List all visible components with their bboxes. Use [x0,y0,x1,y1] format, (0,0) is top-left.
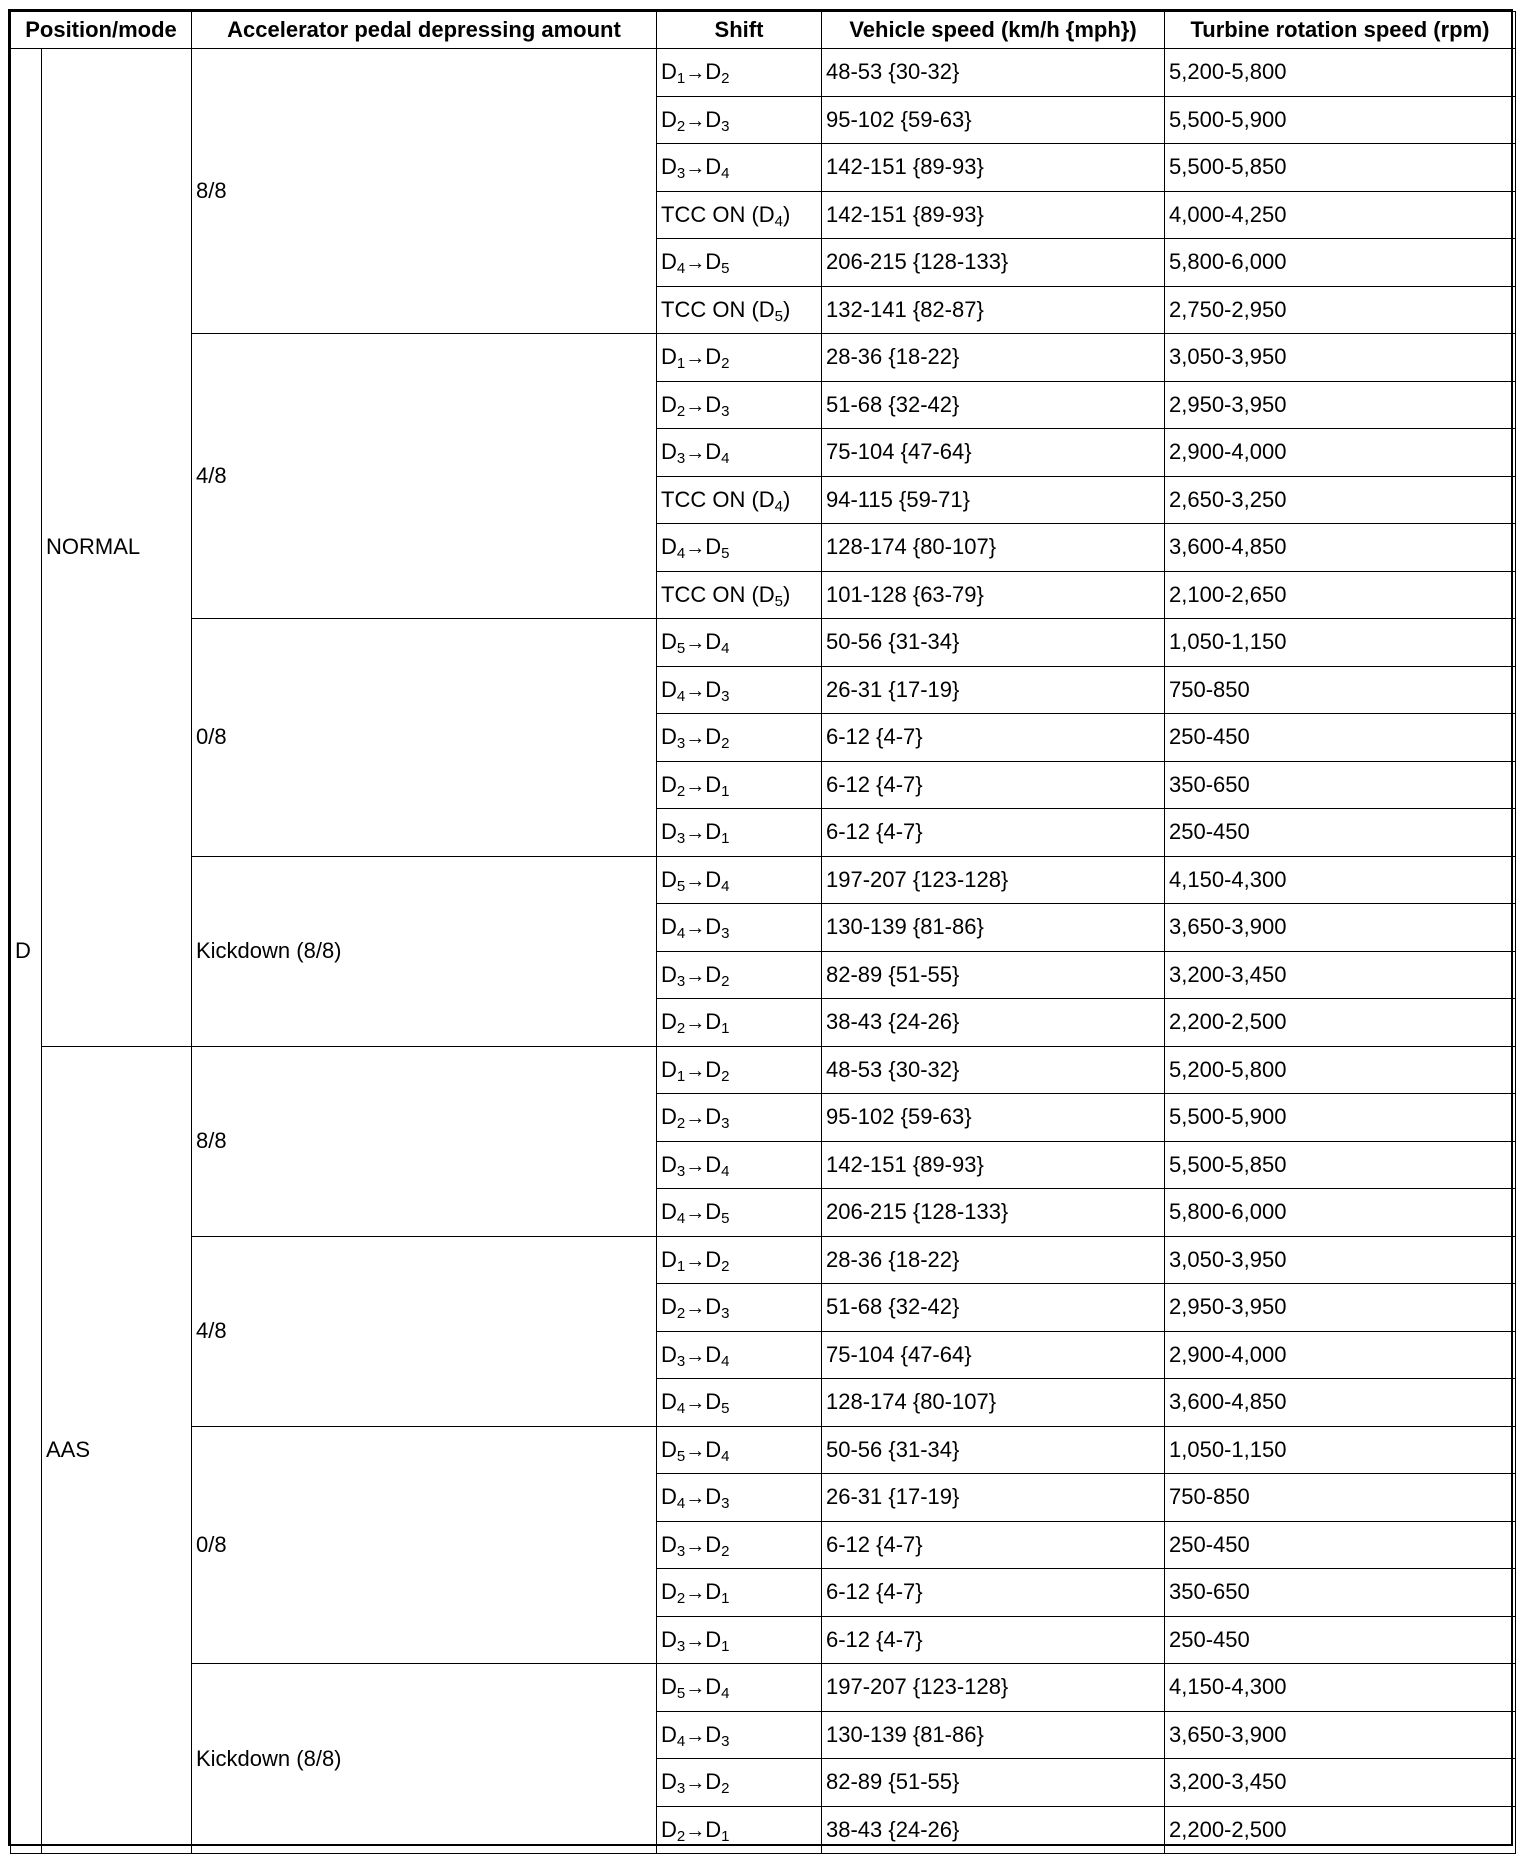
vehicle-speed-cell: 130-139 {81-86} [822,904,1165,952]
turbine-speed-cell: 2,950-3,950 [1165,381,1516,429]
shift-cell [657,1141,822,1189]
turbine-speed-cell: 1,050-1,150 [1165,619,1516,667]
position-cell: D [11,49,42,1854]
vehicle-speed-cell: 197-207 {123-128} [822,1664,1165,1712]
turbine-speed-cell: 250-450 [1165,714,1516,762]
turbine-speed-cell: 5,800-6,000 [1165,239,1516,287]
vehicle-speed-cell: 26-31 {17-19} [822,666,1165,714]
shift-cell [657,1759,822,1807]
shift-label: TCC ON $(D_4)$ [661,201,791,230]
header-vehicle-speed: Vehicle speed (km/h {mph}) [822,12,1165,49]
turbine-speed-cell: 3,050-3,950 [1165,1236,1516,1284]
shift-label: $D_3\to D_4$ [661,154,730,183]
turbine-speed-cell: 2,950-3,950 [1165,1284,1516,1332]
shift-label: $D_5\to D_4$ [661,866,730,895]
vehicle-speed-cell: 142-151 {89-93} [822,1141,1165,1189]
shift-cell [657,1379,822,1427]
turbine-speed-cell: 2,200-2,500 [1165,999,1516,1047]
turbine-speed-cell: 350-650 [1165,761,1516,809]
vehicle-speed-cell: 75-104 {47-64} [822,429,1165,477]
turbine-speed-cell: 5,200-5,800 [1165,49,1516,97]
shift-cell [657,49,822,97]
vehicle-speed-cell: 206-215 {128-133} [822,239,1165,287]
shift-cell [657,191,822,239]
mode-cell: AAS [42,1046,192,1854]
turbine-speed-cell: 2,200-2,500 [1165,1806,1516,1854]
pedal-cell: 4/8 [192,334,657,619]
turbine-speed-cell: 750-850 [1165,666,1516,714]
shift-label: $D_2\to D_1$ [661,1816,730,1845]
vehicle-speed-cell: 101-128 {63-79} [822,571,1165,619]
turbine-speed-cell: 2,650-3,250 [1165,476,1516,524]
vehicle-speed-cell: 48-53 {30-32} [822,1046,1165,1094]
vehicle-speed-cell: 6-12 {4-7} [822,714,1165,762]
turbine-speed-cell: 5,800-6,000 [1165,1189,1516,1237]
vehicle-speed-cell: 6-12 {4-7} [822,809,1165,857]
turbine-speed-cell: 3,200-3,450 [1165,951,1516,999]
turbine-speed-cell: 4,150-4,300 [1165,1664,1516,1712]
table-row [11,856,1516,904]
turbine-speed-cell: 5,500-5,900 [1165,1094,1516,1142]
shift-cell [657,1094,822,1142]
shift-cell [657,1331,822,1379]
pedal-cell: 8/8 [192,1046,657,1236]
pedal-cell: 4/8 [192,1236,657,1426]
turbine-speed-cell: 4,150-4,300 [1165,856,1516,904]
vehicle-speed-cell: 6-12 {4-7} [822,761,1165,809]
vehicle-speed-cell: 197-207 {123-128} [822,856,1165,904]
turbine-speed-cell: 3,200-3,450 [1165,1759,1516,1807]
vehicle-speed-cell: 26-31 {17-19} [822,1474,1165,1522]
turbine-speed-cell: 750-850 [1165,1474,1516,1522]
shift-label: TCC ON $(D_5)$ [661,296,791,325]
turbine-speed-cell: 1,050-1,150 [1165,1426,1516,1474]
shift-cell [657,96,822,144]
shift-label: $D_5\to D_4$ [661,1674,730,1703]
shift-label: $D_3\to D_1$ [661,1626,730,1655]
turbine-speed-cell: 3,650-3,900 [1165,904,1516,952]
shift-label: $D_2\to D_3$ [661,391,730,420]
shift-label: $D_5\to D_4$ [661,629,730,658]
shift-label: TCC ON $(D_5)$ [661,581,791,610]
vehicle-speed-cell: 95-102 {59-63} [822,1094,1165,1142]
shift-cell [657,1189,822,1237]
shift-label: $D_3\to D_2$ [661,1531,730,1560]
vehicle-speed-cell: 6-12 {4-7} [822,1569,1165,1617]
shift-cell [657,571,822,619]
shift-cell [657,809,822,857]
turbine-speed-cell: 2,750-2,950 [1165,286,1516,334]
turbine-speed-cell: 2,900-4,000 [1165,1331,1516,1379]
shift-cell [657,1664,822,1712]
shift-cell [657,1046,822,1094]
vehicle-speed-cell: 94-115 {59-71} [822,476,1165,524]
turbine-speed-cell: 4,000-4,250 [1165,191,1516,239]
shift-label: $D_4\to D_3$ [661,914,730,943]
shift-label: $D_5\to D_4$ [661,1436,730,1465]
vehicle-speed-cell: 50-56 {31-34} [822,1426,1165,1474]
vehicle-speed-cell: 82-89 {51-55} [822,1759,1165,1807]
vehicle-speed-cell: 142-151 {89-93} [822,144,1165,192]
shift-point-table-frame [8,9,1513,1846]
shift-cell [657,666,822,714]
shift-label: $D_1\to D_2$ [661,59,730,88]
shift-point-table [10,11,1516,1854]
shift-label: $D_2\to D_1$ [661,1579,730,1608]
shift-label: $D_1\to D_2$ [661,1246,730,1275]
shift-label: $D_3\to D_1$ [661,819,730,848]
turbine-speed-cell: 3,650-3,900 [1165,1711,1516,1759]
vehicle-speed-cell: 75-104 {47-64} [822,1331,1165,1379]
turbine-speed-cell: 3,050-3,950 [1165,334,1516,382]
shift-cell [657,524,822,572]
shift-label: $D_4\to D_3$ [661,1721,730,1750]
vehicle-speed-cell: 28-36 {18-22} [822,334,1165,382]
shift-label: $D_4\to D_5$ [661,1389,730,1418]
turbine-speed-cell: 250-450 [1165,809,1516,857]
vehicle-speed-cell: 132-141 {82-87} [822,286,1165,334]
shift-label: $D_3\to D_2$ [661,1769,730,1798]
vehicle-speed-cell: 142-151 {89-93} [822,191,1165,239]
pedal-cell: Kickdown (8/8) [192,1664,657,1854]
shift-cell [657,951,822,999]
turbine-speed-cell: 5,500-5,850 [1165,1141,1516,1189]
shift-cell [657,904,822,952]
shift-label: $D_4\to D_3$ [661,1484,730,1513]
header-shift: Shift [657,12,822,49]
turbine-speed-cell: 2,100-2,650 [1165,571,1516,619]
table-row [11,334,1516,382]
vehicle-speed-cell: 128-174 {80-107} [822,524,1165,572]
vehicle-speed-cell: 95-102 {59-63} [822,96,1165,144]
vehicle-speed-cell: 51-68 {32-42} [822,381,1165,429]
shift-cell [657,144,822,192]
header-position-mode: Position/mode [11,12,192,49]
shift-cell [657,1236,822,1284]
vehicle-speed-cell: 28-36 {18-22} [822,1236,1165,1284]
pedal-cell: 0/8 [192,619,657,857]
turbine-speed-cell: 5,500-5,850 [1165,144,1516,192]
table-row [11,1236,1516,1284]
vehicle-speed-cell: 38-43 {24-26} [822,1806,1165,1854]
shift-label: $D_1\to D_2$ [661,344,730,373]
header-turbine-speed: Turbine rotation speed (rpm) [1165,12,1516,49]
shift-cell [657,1426,822,1474]
pedal-cell: 0/8 [192,1426,657,1664]
shift-label: $D_2\to D_3$ [661,1294,730,1323]
shift-cell [657,286,822,334]
shift-label: $D_3\to D_4$ [661,1151,730,1180]
table-row [11,1664,1516,1712]
vehicle-speed-cell: 6-12 {4-7} [822,1616,1165,1664]
turbine-speed-cell: 250-450 [1165,1521,1516,1569]
shift-label: $D_4\to D_3$ [661,676,730,705]
shift-cell [657,856,822,904]
vehicle-speed-cell: 130-139 {81-86} [822,1711,1165,1759]
vehicle-speed-cell: 6-12 {4-7} [822,1521,1165,1569]
header-pedal: Accelerator pedal depressing amount [192,12,657,49]
shift-label: $D_3\to D_2$ [661,724,730,753]
shift-label: $D_4\to D_5$ [661,1199,730,1228]
vehicle-speed-cell: 206-215 {128-133} [822,1189,1165,1237]
table-row [11,619,1516,667]
shift-cell [657,476,822,524]
shift-label: $D_2\to D_1$ [661,771,730,800]
shift-cell [657,1569,822,1617]
table-body [11,49,1516,1854]
shift-label: $D_3\to D_4$ [661,1341,730,1370]
turbine-speed-cell: 3,600-4,850 [1165,1379,1516,1427]
vehicle-speed-cell: 48-53 {30-32} [822,49,1165,97]
shift-label: $D_2\to D_3$ [661,1104,730,1133]
shift-cell [657,1616,822,1664]
vehicle-speed-cell: 128-174 {80-107} [822,1379,1165,1427]
shift-cell [657,1474,822,1522]
shift-label: TCC ON $(D_4)$ [661,486,791,515]
turbine-speed-cell: 3,600-4,850 [1165,524,1516,572]
turbine-speed-cell: 250-450 [1165,1616,1516,1664]
shift-label: $D_1\to D_2$ [661,1056,730,1085]
vehicle-speed-cell: 82-89 {51-55} [822,951,1165,999]
shift-cell [657,429,822,477]
shift-cell [657,619,822,667]
vehicle-speed-cell: 51-68 {32-42} [822,1284,1165,1332]
shift-cell [657,1521,822,1569]
turbine-speed-cell: 5,200-5,800 [1165,1046,1516,1094]
turbine-speed-cell: 5,500-5,900 [1165,96,1516,144]
turbine-speed-cell: 2,900-4,000 [1165,429,1516,477]
table-row [11,49,1516,97]
shift-cell [657,1711,822,1759]
shift-label: $D_4\to D_5$ [661,534,730,563]
shift-cell [657,714,822,762]
shift-label: $D_2\to D_3$ [661,106,730,135]
mode-cell: NORMAL [42,49,192,1047]
pedal-cell: Kickdown (8/8) [192,856,657,1046]
vehicle-speed-cell: 50-56 {31-34} [822,619,1165,667]
shift-cell [657,761,822,809]
pedal-cell: 8/8 [192,49,657,334]
shift-cell [657,1284,822,1332]
shift-cell [657,1806,822,1854]
vehicle-speed-cell: 38-43 {24-26} [822,999,1165,1047]
table-row [11,1426,1516,1474]
shift-label: $D_4\to D_5$ [661,249,730,278]
shift-cell [657,381,822,429]
shift-cell [657,999,822,1047]
shift-label: $D_3\to D_2$ [661,961,730,990]
shift-label: $D_2\to D_1$ [661,1009,730,1038]
turbine-speed-cell: 350-650 [1165,1569,1516,1617]
header-row [11,12,1516,49]
table-row [11,1046,1516,1094]
shift-cell [657,239,822,287]
shift-cell [657,334,822,382]
shift-label: $D_3\to D_4$ [661,439,730,468]
